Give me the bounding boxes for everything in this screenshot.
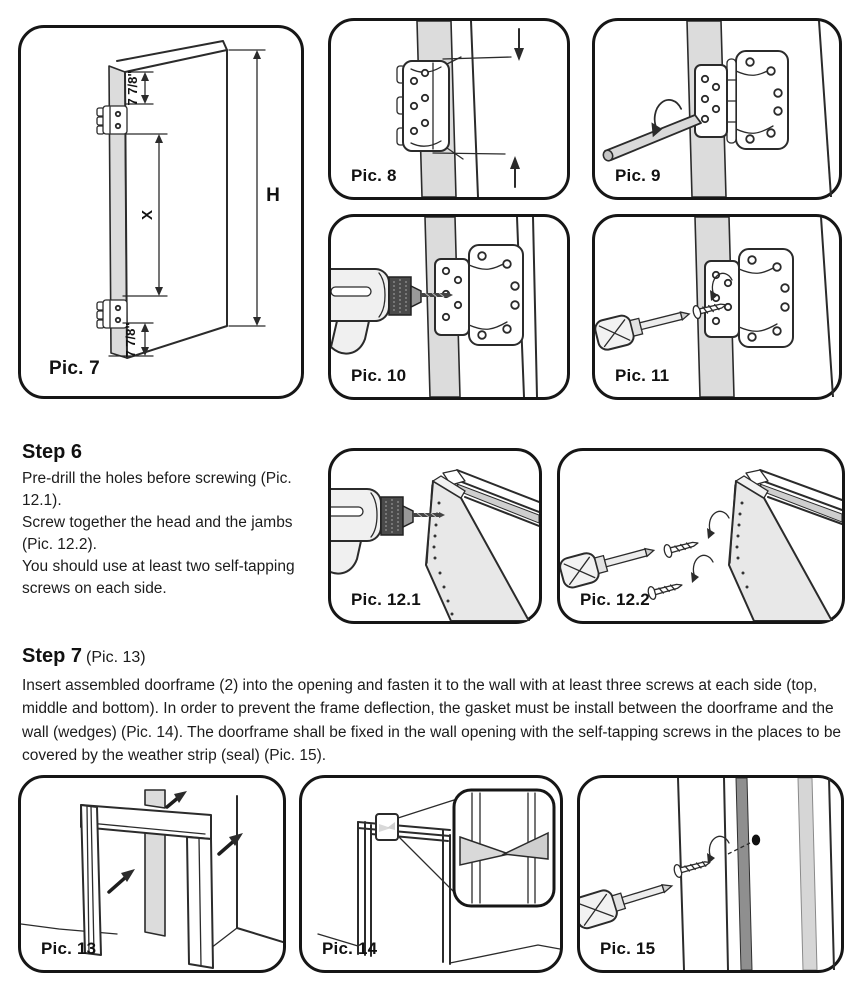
panel-label-pic15: Pic. 15 xyxy=(600,939,656,958)
insert-arrow-icon xyxy=(167,791,187,807)
panel-label-pic8: Pic. 8 xyxy=(351,166,397,185)
panel-label-pic14: Pic. 14 xyxy=(322,939,378,958)
open-hinge-icon xyxy=(695,51,788,149)
panel-pic9 xyxy=(592,18,842,200)
insert-arrow-icon xyxy=(109,869,135,892)
panel-pic13 xyxy=(18,775,286,973)
weather-strip-groove xyxy=(736,778,752,970)
dimension-label-top: 7 7/8" xyxy=(125,70,140,106)
panel-label-pic7: Pic. 7 xyxy=(49,358,100,379)
rotation-arrow-icon xyxy=(691,555,713,583)
panel-label-pic12-2: Pic. 12.2 xyxy=(580,590,650,609)
panel-pic11 xyxy=(592,214,842,400)
screw-icon xyxy=(647,579,684,600)
screw-icon xyxy=(673,856,712,878)
wall-line xyxy=(821,217,833,397)
panel-pic8 xyxy=(328,18,570,200)
door-face xyxy=(125,50,227,358)
panel-label-pic10: Pic. 10 xyxy=(351,366,407,385)
panel-pic12-2 xyxy=(557,448,845,624)
frame-edge-line xyxy=(471,21,478,197)
wedge-inset xyxy=(454,790,554,906)
panel-label-pic13: Pic. 13 xyxy=(41,939,97,958)
screw-icon xyxy=(663,537,700,558)
panel-label-pic11: Pic. 11 xyxy=(615,366,670,385)
door-hinge-position-diagram xyxy=(21,28,301,396)
weather-strip-groove-2 xyxy=(798,778,817,970)
hinge-pin-rod xyxy=(602,115,701,162)
step7-title: Step 7 xyxy=(22,645,83,667)
step7-heading xyxy=(22,645,844,672)
step7-section xyxy=(22,645,844,767)
panel-pic10 xyxy=(328,214,570,400)
rotation-arrow-icon xyxy=(707,511,729,539)
step6-line: (Pic. 12.2). xyxy=(22,536,97,553)
step6-section xyxy=(22,441,334,600)
step6-line: Pre-drill the holes before screwing (Pic. 12.1). xyxy=(22,470,292,509)
screwdriver-icon xyxy=(560,536,658,590)
screw-hole-dot xyxy=(752,835,760,846)
step6-title: Step 6 xyxy=(22,441,83,463)
step6-line: You should use at least two self-tapping xyxy=(22,558,295,575)
step6-line: screws on each side. xyxy=(22,580,167,597)
callout-lines xyxy=(398,800,454,892)
down-arrow-icon xyxy=(443,29,524,61)
open-hinge-icon xyxy=(705,249,793,347)
step7-title-note: (Pic. 13) xyxy=(86,649,146,666)
wedge-location-box xyxy=(376,814,398,840)
insert-arrow-icon xyxy=(219,833,243,854)
dimension-label-height: H xyxy=(266,185,280,206)
panel-pic14 xyxy=(299,775,563,973)
dimension-label-middle: X xyxy=(139,209,156,221)
hinge-top-icon xyxy=(97,106,127,134)
wall-line xyxy=(819,21,831,197)
panel-pic7 xyxy=(18,25,304,399)
panel-pic12-1 xyxy=(328,448,542,624)
panel-label-pic9: Pic. 9 xyxy=(615,166,661,185)
screwdriver-icon xyxy=(580,871,676,931)
panel-pic15 xyxy=(577,775,844,973)
panel-label-pic12-1: Pic. 12.1 xyxy=(351,590,421,609)
dimension-height xyxy=(229,50,280,326)
dimension-label-bottom: 7 7/8" xyxy=(123,322,138,358)
step6-line: Screw together the head and the jambs xyxy=(22,514,293,531)
step7-body: Insert assembled doorframe (2) into the opening and fasten it to the wall with at least three screws at each side (top, middle and bottom). In order to prevent the frame deflection, the gasket must be install between the doorframe and the wall (wedges) (Pic. 14). The doorframe shall be fixed in the wall opening with the self-tapping screws in the places to be covered by the weather strip (seal) (Pic. 15). xyxy=(22,677,842,764)
